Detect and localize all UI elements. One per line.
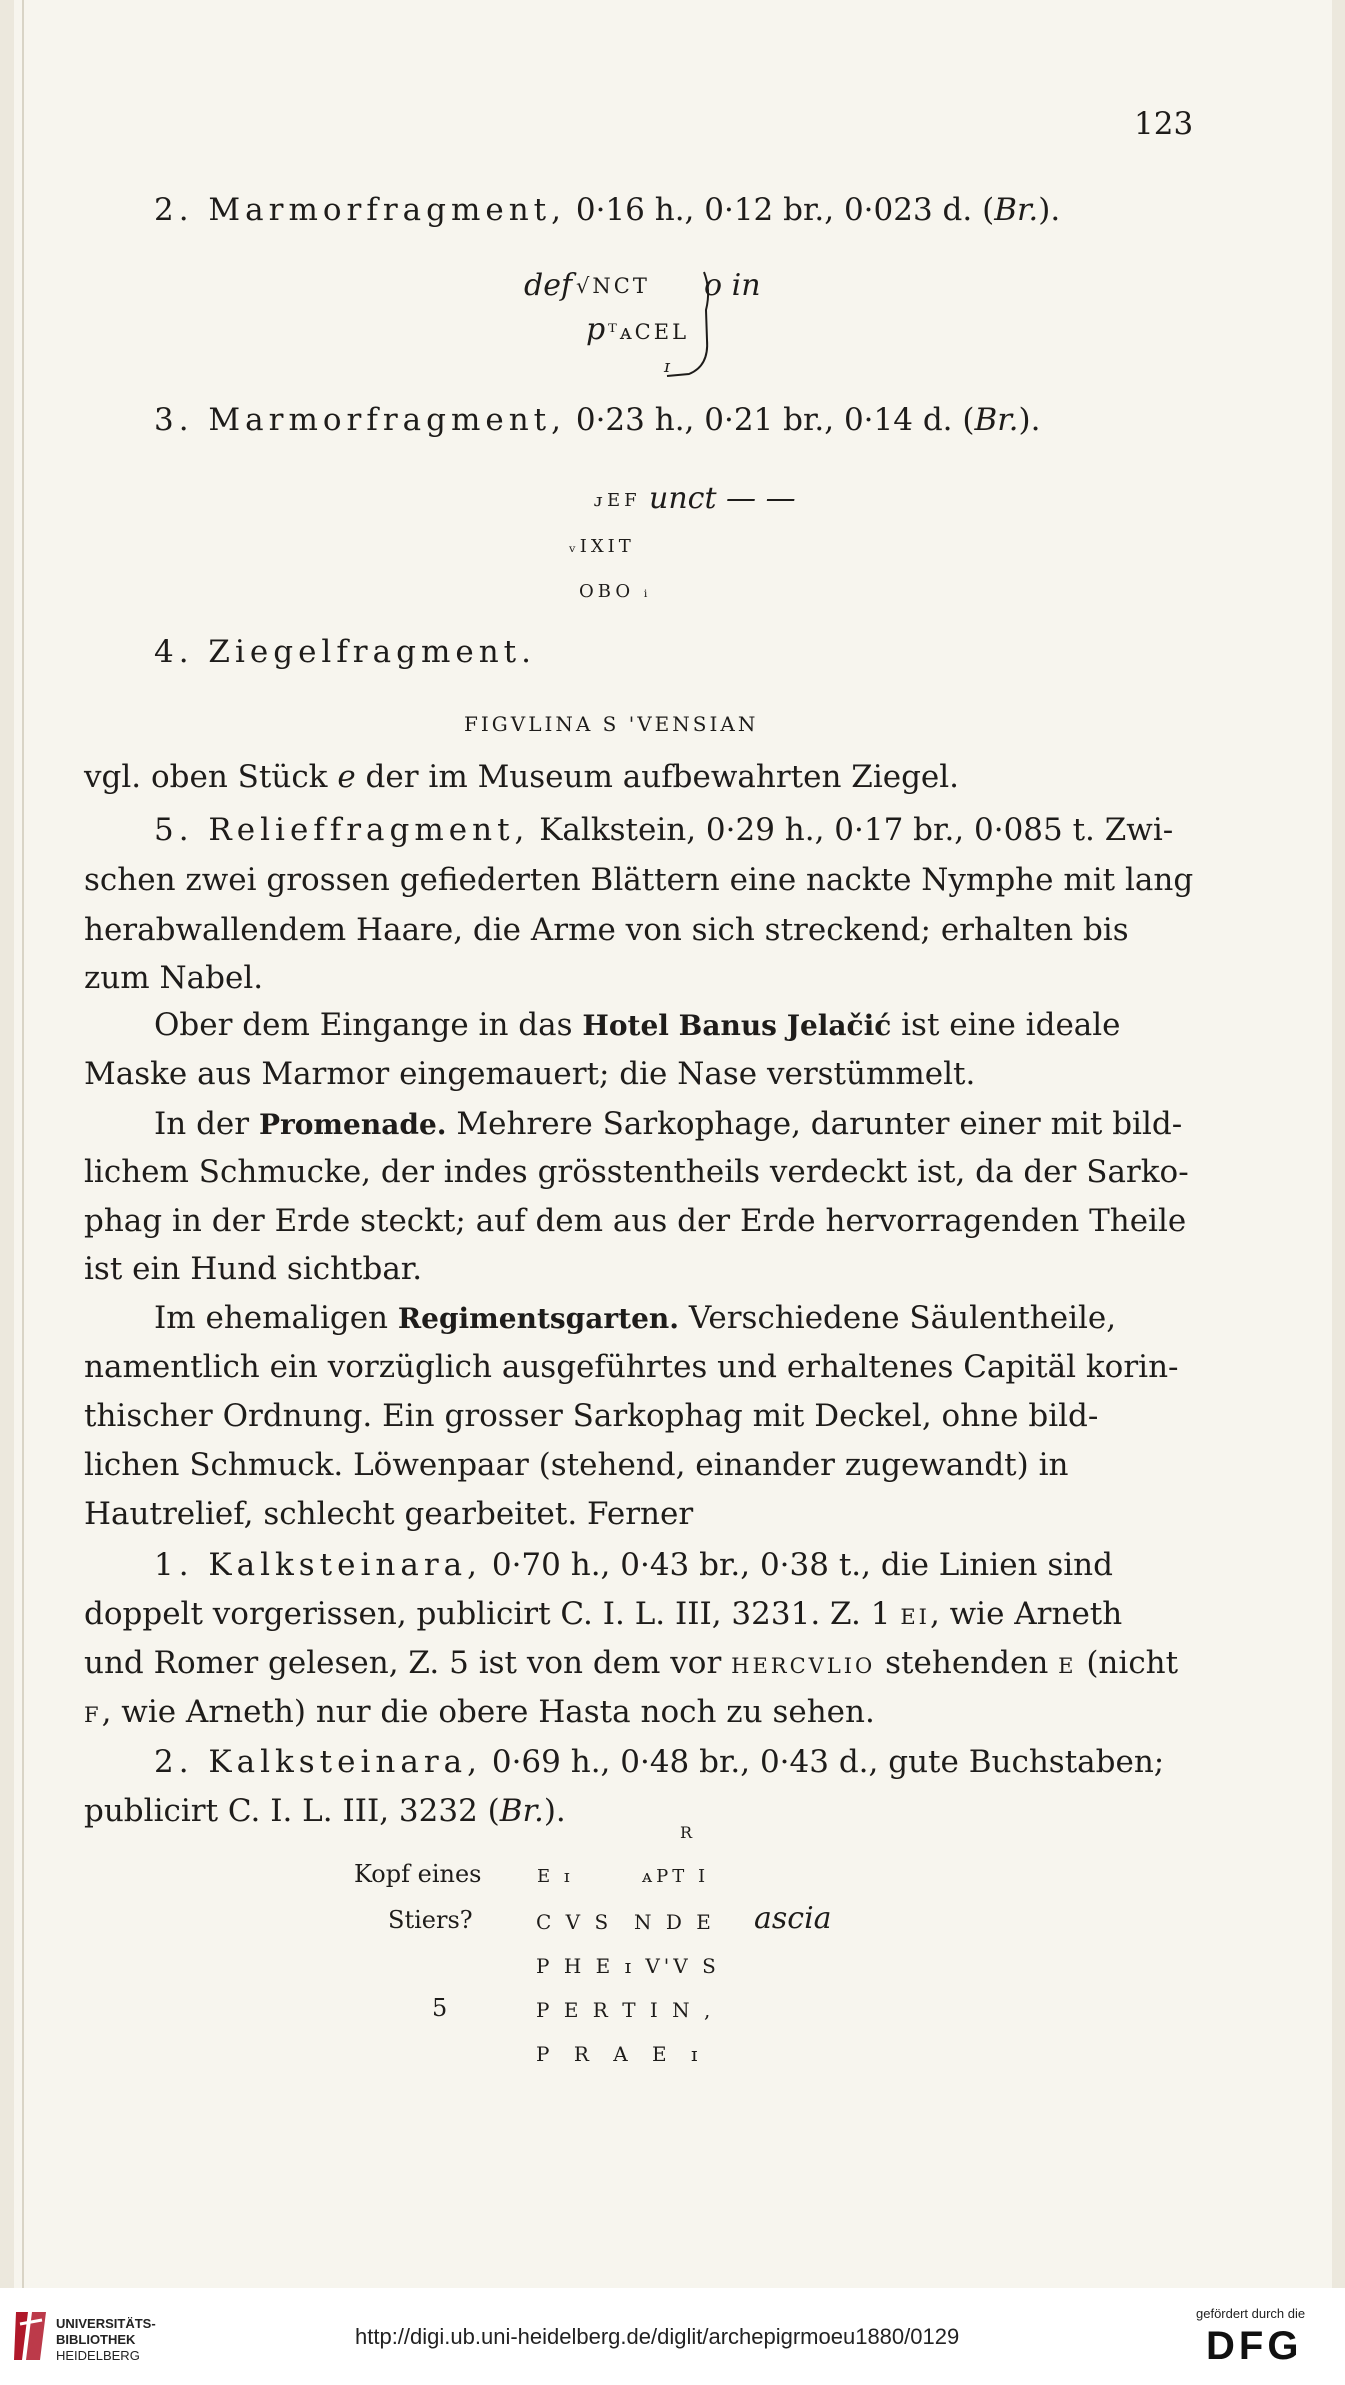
place-name: Regimentsgarten. xyxy=(397,1302,679,1335)
place-name: Hotel Banus Jelačić xyxy=(582,1009,892,1042)
text-line: lichem Schmucke, der indes grösstentheils verdeckt ist, da der Sarko- xyxy=(84,1154,1189,1190)
text-line: doppelt vorgerissen, publicirt C. I. L. III, 3231. Z. 1 EI, wie Arneth xyxy=(84,1596,1123,1632)
text-line: und Romer gelesen, Z. 5 ist von dem vor HERCVLIO stehenden E (nicht xyxy=(84,1645,1179,1681)
paragraph-regimentsgarten: Im ehemaligen Regimentsgarten. Verschiedene Säulentheile, xyxy=(154,1300,1117,1336)
text-line: phag in der Erde steckt; auf dem aus der Erde hervorragenden Theile xyxy=(84,1203,1187,1239)
text-line: thischer Ordnung. Ein grosser Sarkophag mit Deckel, ohne bild- xyxy=(84,1398,1099,1434)
entry-heading: 4. Ziegelfragment. xyxy=(154,634,536,670)
entry-relieffragment-5: 5. Relieffragment, Kalkstein, 0·29 h., 0·17 br., 0·085 t. Zwi- xyxy=(154,812,1174,848)
text-line: herabwallendem Haare, die Arme von sich streckend; erhalten bis xyxy=(84,912,1129,948)
text-line: ist ein Hund sichtbar. xyxy=(84,1251,423,1287)
library-name-line: HEIDELBERG xyxy=(56,2348,140,2363)
entry-heading: 5. Relieffragment, xyxy=(154,812,530,848)
text-line: F, wie Arneth) nur die obere Hasta noch zu sehen. xyxy=(84,1694,875,1730)
dfg-logo: DFG xyxy=(1206,2324,1303,2368)
text-line: schen zwei grossen gefiederten Blättern eine nackte Nymphe mit lang xyxy=(84,862,1194,898)
fragment-break-line xyxy=(649,270,729,380)
funded-by-label: gefördert durch die xyxy=(1196,2306,1306,2321)
entry-heading: 1. Kalksteinara, xyxy=(154,1547,482,1583)
paragraph-vgl: vgl. oben Stück e der im Museum aufbewahrten Ziegel. xyxy=(84,759,960,795)
entry-kalksteinara-1: 1. Kalksteinara, 0·70 h., 0·43 br., 0·38 t., die Linien sind xyxy=(154,1547,1113,1583)
library-name-line: UNIVERSITÄTS- xyxy=(56,2316,156,2331)
place-name: Promenade. xyxy=(258,1108,447,1141)
entry-marmorfragment-3: 3. Marmorfragment, 0·23 h., 0·21 br., 0·14 d. (Br.). xyxy=(154,402,1041,438)
entry-marmorfragment-2: 2. Marmorfragment, 0·16 h., 0·12 br., 0·023 d. (Br.). xyxy=(154,192,1061,228)
tile-stamp-inscription: FIGVLINA S 'VENSIAN xyxy=(464,712,759,736)
entry-ziegelfragment-4 xyxy=(154,632,536,672)
text-line: namentlich ein vorzüglich ausgeführtes und erhaltenes Capitäl korin- xyxy=(84,1349,1179,1385)
permalink-url[interactable]: http://digi.ub.uni-heidelberg.de/diglit/archepigrmoeu1880/0129 xyxy=(355,2324,960,2349)
text-line: publicirt C. I. L. III, 3232 (Br.). xyxy=(84,1793,566,1829)
page-number: 123 xyxy=(1134,106,1194,142)
university-library-logo-icon xyxy=(12,2310,48,2362)
text-line: Hautrelief, schlecht gearbeitet. Ferner xyxy=(84,1496,694,1532)
paragraph-promenade: In der Promenade. Mehrere Sarkophage, darunter einer mit bild- xyxy=(154,1106,1183,1142)
library-name-line: BIBLIOTHEK xyxy=(56,2332,136,2347)
text-line: lichen Schmuck. Löwenpaar (stehend, einander zugewandt) in xyxy=(84,1447,1069,1483)
text-line: zum Nabel. xyxy=(84,960,264,996)
entry-heading: 3. Marmorfragment, xyxy=(154,402,566,438)
entry-heading: 2. Kalksteinara, xyxy=(154,1744,482,1780)
paragraph-hotel: Ober dem Eingange in das Hotel Banus Jelačić ist eine ideale xyxy=(154,1007,1121,1043)
entry-heading: 2. Marmorfragment, xyxy=(154,192,566,228)
page-edge xyxy=(22,0,24,2288)
entry-kalksteinara-2: 2. Kalksteinara, 0·69 h., 0·48 br., 0·43 d., gute Buchstaben; xyxy=(154,1744,1165,1780)
text-line: Maske aus Marmor eingemauert; die Nase verstümmelt. xyxy=(84,1056,976,1092)
digitization-footer xyxy=(0,2288,1345,2385)
book-page: 123 2. Marmorfragment, 0·16 h., 0·12 br., 0·023 d. (Br.). def √NCT o in p ᵀᴀCEL ɪ 3. Marmorfragment, 0·23 h., 0·21 br., 0·14 d. (Br.). ᴊEF unct — — ᵥIXIT OBO ᵢ 4. Ziegelfragment. FIGVLINA S 'VENSIAN vgl. oben Stück e der im Museum aufbewahrten Ziegel. 5. Relieffragment, Kalkstein, 0·29 h., 0·17 br., 0·085 t. Zwi- schen zwei grossen gefiederten Blättern eine nackte Nymphe mit lang herabwallendem Haare, die Arme von sich streckend; erhalten bis zum Nabel. Ober dem Eingange in das Hotel Banus Jelačić ist eine ideale Maske aus Marmor eingemauert; die Nase verstümmelt. In der Promenade. Mehrere Sarkophage, darunter einer mit bild- lichem Schmucke, der indes grösstentheils verdeckt ist, da der Sarko- phag in der Erde steckt; auf dem aus der Erde hervorragenden Theile ist ein Hund sichtbar. Im ehemaligen Regimentsgarten. Verschiedene Säulentheile, namentlich ein vorzüglich ausgeführtes und erhaltenes Capitäl korin- thischer Ordnung. Ein grosser Sarkophag mit Deckel, ohne bild- lichen Schmuck. Löwenpaar (stehend, einander zugewandt) in Hautrelief, schlecht gearbeitet. Ferner 1. Kalksteinara, 0·70 h., 0·43 br., 0·38 t., die Linien sind doppelt vorgerissen, publicirt C. I. L. III, 3231. Z. 1 EI, wie Arneth und Romer gelesen, Z. 5 ist von dem vor HERCVLIO stehenden E (nicht F, wie Arneth) nur die obere Hasta noch zu sehen. 2. Kalksteinara, 0·69 h., 0·48 br., 0·43 d., gute Buchstaben; publicirt C. I. L. III, 3232 (Br.). R Kopf eines E ɪ ᴀPT I Stiers? C V S N D E ascia P H E ɪ V'V S 5 P E R T I N , P R A E ɪ xyxy=(14,0,1332,2288)
